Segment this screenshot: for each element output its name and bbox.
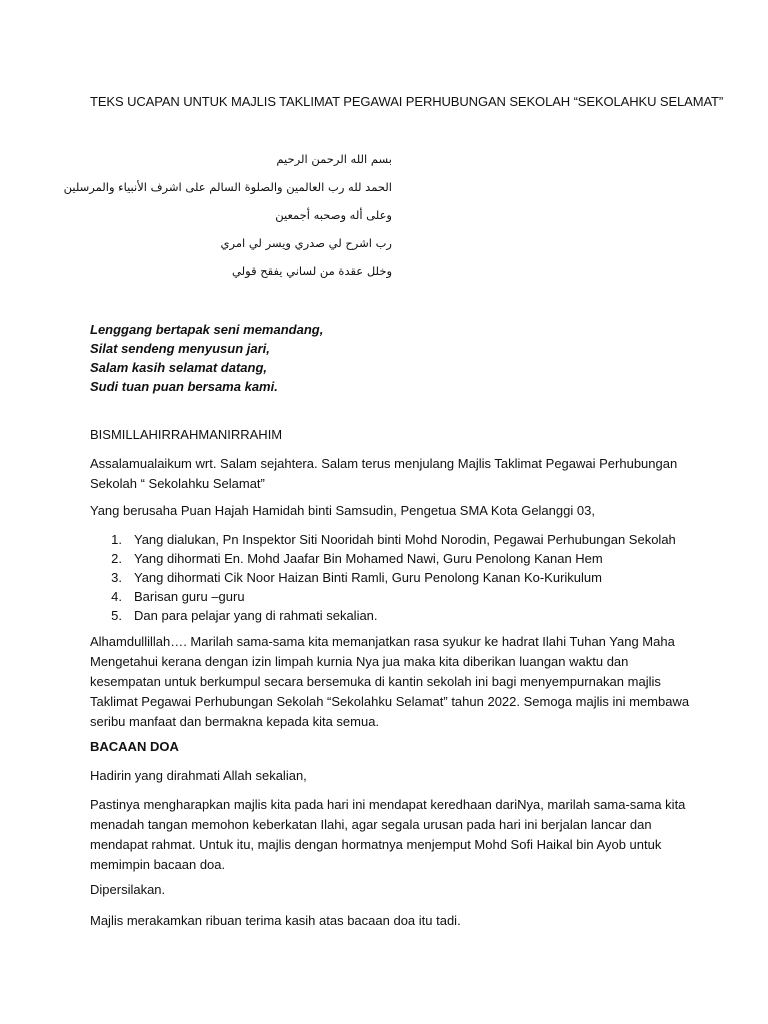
paragraph-line: kesempatan untuk berkumpul secara bersemuka di kantin sekolah ini bagi menyempurnakan majlis (90, 674, 661, 689)
arabic-salawat-line: وعلى أله وصحبه أجمعين (275, 208, 392, 222)
arabic-hamdalah-line: الحمد لله رب العالمين والصلوة السالم على اشرف الأنبياء والمرسلين (63, 180, 392, 194)
pantun-line: Silat sendeng menyusun jari, (90, 341, 270, 356)
list-item: 2. Yang dihormati En. Mohd Jaafar Bin Mohamed Nawi, Guru Penolong Kanan Hem (111, 551, 603, 566)
salam-line: Sekolah “ Sekolahku Selamat” (90, 476, 265, 491)
document-title: TEKS UCAPAN UNTUK MAJLIS TAKLIMAT PEGAWAI PERHUBUNGAN SEKOLAH “SEKOLAHKU SELAMAT” (90, 94, 724, 109)
paragraph-line: mendapat rahmat. Untuk itu, majlis dengan hormatnya menjemput Mohd Sofi Haikal bin Ayob untuk (90, 837, 662, 852)
list-item: 1. Yang dialukan, Pn Inspektor Siti Nooridah binti Mohd Norodin, Pegawai Perhubungan Sekolah (111, 532, 676, 547)
salam-line: Assalamualaikum wrt. Salam sejahtera. Salam terus menjulang Majlis Taklimat Pegawai Perhubungan (90, 456, 678, 471)
salam-paragraph (90, 454, 680, 494)
arabic-doa-line-1: رب اشرح لي صدري ويسر لي امري (220, 236, 392, 250)
dipersilakan-line: Dipersilakan. (90, 882, 166, 897)
pantun-line: Salam kasih selamat datang, (90, 360, 268, 375)
paragraph-line: memimpin bacaan doa. (90, 857, 226, 872)
list-item: 3. Yang dihormati Cik Noor Haizan Binti Ramli, Guru Penolong Kanan Ko-Kurikulum (111, 570, 602, 585)
pantun-line: Sudi tuan puan bersama kami. (90, 379, 278, 394)
paragraph-line: Alhamdullillah…. Marilah sama-sama kita memanjatkan rasa syukur ke hadrat Ilahi Tuhan Yang Maha (90, 634, 675, 649)
paragraph-line: Taklimat Pegawai Perhubungan Sekolah “Sekolahku Selamat” tahun 2022. Semoga majlis ini membawa (90, 694, 690, 709)
paragraph-line: Pastinya mengharapkan majlis kita pada hari ini mendapat keredhaan dariNya, marilah sama-sama kita (90, 797, 686, 812)
paragraph-line: menadah tangan memohon keberkatan Ilahi, agar segala urusan pada hari ini berjalan lancar dan (90, 817, 652, 832)
paragraph-line: seribu manfaat dan bermakna kepada kita semua. (90, 714, 380, 729)
hadirin-line: Hadirin yang dirahmati Allah sekalian, (90, 768, 307, 783)
list-item: 5. Dan para pelajar yang di rahmati sekalian. (111, 608, 378, 623)
pastinya-paragraph (90, 795, 686, 875)
dignitaries-list (90, 530, 676, 625)
arabic-doa-line-2: وخلل عقدة من لساني يفقح قولي (232, 264, 392, 278)
bacaan-doa-heading: BACAAN DOA (90, 739, 179, 754)
merakamkan-line: Majlis merakamkan ribuan terima kasih atas bacaan doa itu tadi. (90, 913, 461, 928)
pengetua-greeting: Yang berusaha Puan Hajah Hamidah binti Samsudin, Pengetua SMA Kota Gelanggi 03, (90, 503, 595, 518)
list-item: 4. Barisan guru –guru (111, 589, 245, 604)
pantun-line: Lenggang bertapak seni memandang, (90, 322, 324, 337)
alhamdulillah-paragraph (90, 632, 690, 732)
arabic-basmala-line: بسم الله الرحمن الرحيم (276, 152, 392, 166)
pantun-verse (90, 320, 323, 396)
bismillah-heading: BISMILLAHIRRAHMANIRRAHIM (90, 427, 283, 442)
paragraph-line: Mengetahui kerana dengan izin limpah kurnia Nya jua maka kita diberikan luangan waktu dan (90, 654, 629, 669)
